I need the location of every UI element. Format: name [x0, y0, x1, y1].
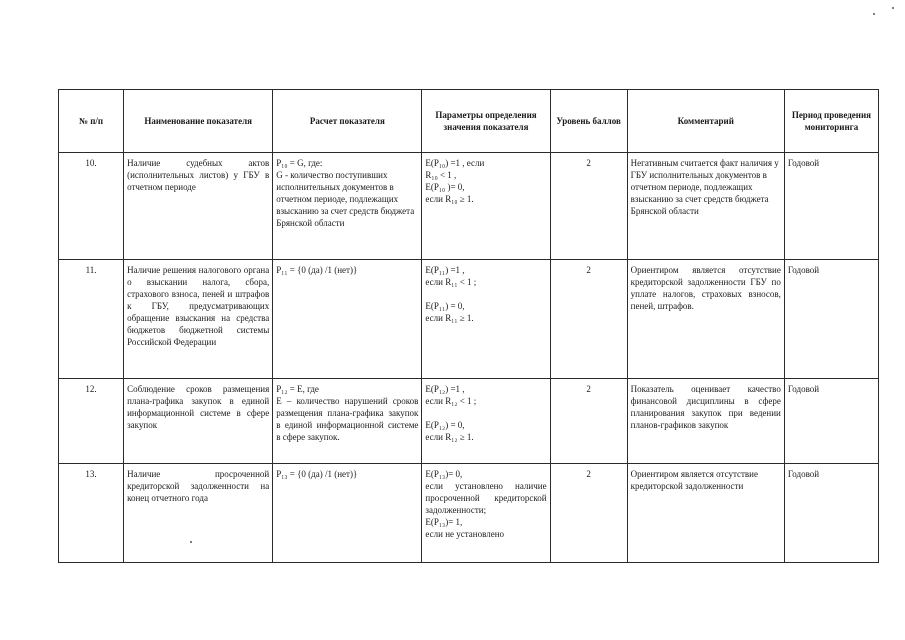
calc-line: P₁₃ = {0 (да) /1 (нет)} [276, 469, 358, 479]
table-header [59, 90, 879, 153]
scan-speck [190, 541, 192, 543]
row-num: 11. [59, 260, 124, 379]
row-params [422, 153, 550, 260]
row-level: 2 [550, 260, 627, 379]
params-line: E(P₁₃)= 1, [425, 517, 463, 527]
params-line: если не установлено [425, 529, 505, 539]
params-line: R₁₀ < 1 , [425, 170, 457, 180]
row-params [422, 260, 550, 379]
row-calc [273, 464, 422, 563]
params-line: E(P₁₃)= 0, [425, 469, 463, 479]
header-name: Наименование показателя [124, 90, 273, 153]
calc-line: P₁₀ = G, где: [276, 158, 323, 168]
header-num: № п/п [59, 90, 124, 153]
row-period: Годовой [784, 379, 878, 464]
header-params: Параметры определения значения показателя [422, 90, 550, 153]
header-level: Уровень баллов [550, 90, 627, 153]
calc-line: E – количество нарушений сроков размещения плана-графика закупок в единой информационной системе в сфере закупок. [276, 396, 419, 442]
row-num: 13. [59, 464, 124, 563]
calc-line: P₁₂ = E, где [276, 384, 319, 394]
table-row [59, 464, 879, 563]
params-line: E(P₁₁) = 0, [425, 301, 465, 311]
indicators-table [58, 89, 879, 563]
row-params [422, 464, 550, 563]
calc-line: P₁₁ = {0 (да) /1 (нет)} [276, 265, 358, 275]
row-calc [273, 260, 422, 379]
table-row [59, 153, 879, 260]
params-line [425, 407, 546, 419]
params-line: если R₁₂ < 1 ; [425, 396, 477, 406]
params-line: если R₁₂ ≥ 1. [425, 432, 474, 442]
row-name: Наличие решения налогового органа о взыскании налога, сбора, страхового взноса, пеней и штрафов к ГБУ, предусматривающих обращение взыскания на средства бюджетов бюджетной системы Российской Федерации [124, 260, 273, 379]
row-level: 2 [550, 153, 627, 260]
params-line: E(P₁₂) = 0, [425, 420, 465, 430]
params-line: E(P₁₁) =1 , [425, 265, 465, 275]
row-comment: Ориентиром является отсутствие кредиторской задолженности ГБУ по уплате налогов, страховых взносов, пеней, штрафов. [627, 260, 784, 379]
row-period: Годовой [784, 260, 878, 379]
header-comment: Комментарий [627, 90, 784, 153]
row-name: Соблюдение сроков размещения плана-графика закупок в единой информационной системе в сфере закупок [124, 379, 273, 464]
params-line: E(P₁₀) =1 , если [425, 158, 485, 168]
params-line: если установлено наличие просроченной кредиторской задолженности; [425, 481, 547, 515]
row-name: Наличие судебных актов (исполнительных листов) у ГБУ в отчетном периоде [124, 153, 273, 260]
params-line [425, 288, 546, 300]
row-calc [273, 379, 422, 464]
scan-speck [892, 7, 894, 9]
row-name: Наличие просроченной кредиторской задолженности на конец отчетного года [124, 464, 273, 563]
params-line: если R₁₁ < 1 ; [425, 277, 477, 287]
params-line: если R₁₁ ≥ 1. [425, 313, 474, 323]
table-body [59, 153, 879, 563]
row-comment: Ориентиром является отсутствие кредиторской задолженности [627, 464, 784, 563]
row-comment: Негативным считается факт наличия у ГБУ исполнительных документов в отчетном периоде, подлежащих взысканию за счет средств бюджета Брянской области [627, 153, 784, 260]
row-calc [273, 153, 422, 260]
scan-speck [873, 13, 875, 15]
params-line: E(P₁₂) =1 , [425, 384, 465, 394]
row-level: 2 [550, 379, 627, 464]
row-period: Годовой [784, 464, 878, 563]
params-line: если R₁₀ ≥ 1. [425, 194, 474, 204]
header-row [59, 90, 879, 153]
table-row [59, 260, 879, 379]
row-num: 12. [59, 379, 124, 464]
row-comment: Показатель оценивает качество финансовой дисциплины в сфере планирования закупок при ведении планов-графиков закупок [627, 379, 784, 464]
row-period: Годовой [784, 153, 878, 260]
row-level: 2 [550, 464, 627, 563]
calc-line: G - количество поступивших исполнительных документов в отчетном периоде, подлежащих взысканию за счет средств бюджета Брянской области [276, 170, 415, 228]
header-calc: Расчет показателя [273, 90, 422, 153]
row-num: 10. [59, 153, 124, 260]
header-period: Период проведения мониторинга [784, 90, 878, 153]
table-row [59, 379, 879, 464]
row-params [422, 379, 550, 464]
params-line: E(P₁₀ )= 0, [425, 182, 465, 192]
